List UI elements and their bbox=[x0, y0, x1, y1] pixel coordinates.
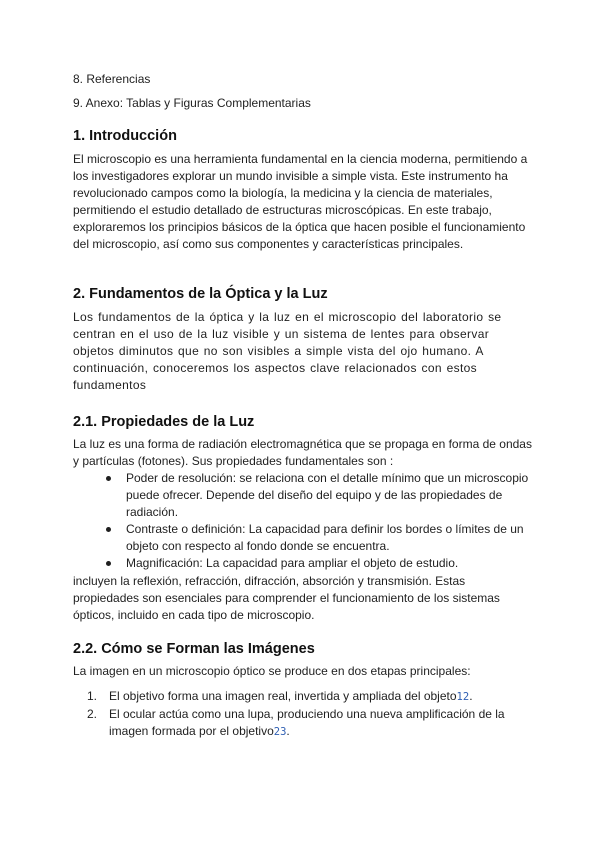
light-properties-intro: La luz es una forma de radiación electromagnética que se propaga en forma de ondas y partículas (fotones). Sus propiedades fundamentales son : bbox=[73, 437, 532, 468]
bullet-icon bbox=[106, 561, 111, 566]
list-item bbox=[87, 706, 537, 741]
step-end: . bbox=[469, 689, 473, 703]
step-number: 1. bbox=[87, 689, 98, 703]
list-item-text: Poder de resolución: se relaciona con el detalle mínimo que un microscopio puede ofrecer. Depende del diseño del equipo y de las propiedades de radiación. bbox=[126, 471, 529, 519]
toc-item-references: 8. Referencias bbox=[73, 72, 151, 86]
list-item-text: Magnificación: La capacidad para ampliar el objeto de estudio. bbox=[126, 556, 459, 570]
bullet-icon bbox=[106, 476, 111, 481]
list-item bbox=[106, 555, 536, 572]
toc-item-annex: 9. Anexo: Tablas y Figuras Complementarias bbox=[73, 96, 311, 110]
list-item bbox=[106, 470, 536, 521]
section-heading-image-formation: 2.2. Cómo se Forman las Imágenes bbox=[73, 641, 315, 657]
step-number: 2. bbox=[87, 707, 98, 721]
list-item bbox=[87, 688, 537, 706]
step-text: El objetivo forma una imagen real, invertida y ampliada del objeto bbox=[109, 689, 457, 703]
image-formation-intro: La imagen en un microscopio óptico se produce en dos etapas principales: bbox=[73, 664, 471, 678]
list-item-text: Contraste o definición: La capacidad para definir los bordes o límites de un objeto con respecto al fondo donde se encuentra. bbox=[126, 522, 524, 553]
section-heading-optics-fundamentals: 2. Fundamentos de la Óptica y la Luz bbox=[73, 286, 328, 302]
step-end: . bbox=[286, 724, 290, 738]
citation-link[interactable]: 23 bbox=[273, 726, 287, 738]
step-text: El ocular actúa como una lupa, produciendo una nueva amplificación de la imagen formada por el objetivo bbox=[109, 707, 505, 738]
section-heading-light-properties: 2.1. Propiedades de la Luz bbox=[73, 414, 255, 430]
bullet-icon bbox=[106, 527, 111, 532]
section-heading-introduction: 1. Introducción bbox=[73, 128, 177, 144]
light-properties-list bbox=[106, 470, 536, 572]
list-item bbox=[106, 521, 536, 555]
introduction-paragraph: El microscopio es una herramienta fundamental en la ciencia moderna, permitiendo a los investigadores explorar un mundo invisible a simple vista. Este instrumento ha revolucionado campos como la biología, la medicina y la ciencia de materiales, permitiendo el estudio detallado de estructuras microscópicas. En este trabajo, exploraremos los principios básicos de la óptica que hacen posible el funcionamiento del microscopio, así como sus componentes y características principales. bbox=[73, 152, 528, 251]
optics-fundamentals-paragraph: Los fundamentos de la óptica y la luz en el microscopio del laboratorio se centran en el uso de la luz visible y un sistema de lentes para observar objetos diminutos que no son visibles a simple vista del ojo humano. A continuación, conoceremos los aspectos clave relacionados con estos fundamentos bbox=[73, 310, 502, 392]
image-formation-steps bbox=[87, 688, 537, 741]
light-properties-closing: incluyen la reflexión, refracción, difracción, absorción y transmisión. Estas propiedades son esenciales para comprender el funcionamiento de los sistemas ópticos, incluido en cada tipo de microscopio. bbox=[73, 574, 500, 622]
citation-link[interactable]: 12 bbox=[456, 691, 470, 703]
